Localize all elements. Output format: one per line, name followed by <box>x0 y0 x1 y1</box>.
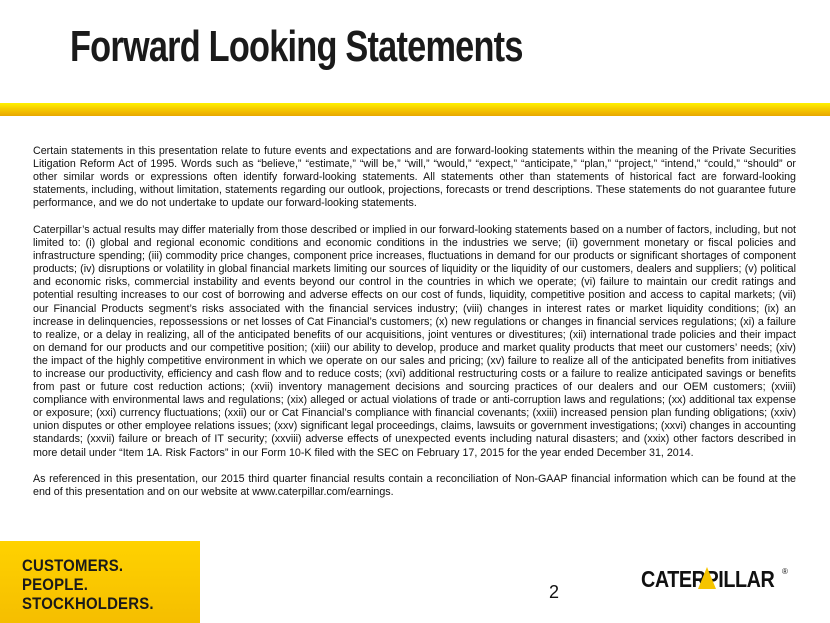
logo-triangle-icon <box>698 567 716 589</box>
tagline-stockholders: STOCKHOLDERS. <box>22 594 154 613</box>
paragraph-3: As referenced in this presentation, our 2015 third quarter financial results contain a reconciliation of Non-GAAP financial information which can be found at the end of this presentation and on our website at www.caterpillar.com/earnings. <box>33 473 796 499</box>
paragraph-1: Certain statements in this presentation relate to future events and expectations and are forward-looking statements within the meaning of the Private Securities Litigation Reform Act of 1995. Words such as “believe,” “estimate,” “will be,” “will,” “would,” “expect,” “anticipate,” “plan,” “project,” “intend,” “could,” “should” or other similar words or expressions often identify forward-looking statements. All statements other than statements of historical fact are forward-looking statements, including, without limitation, statements regarding our outlook, projections, forecasts or trend descriptions. These statements do not guarantee future performance, and we do not undertake to update our forward-looking statements. <box>33 145 796 210</box>
tagline-customers: CUSTOMERS. <box>22 556 124 575</box>
page-number: 2 <box>549 582 560 602</box>
title-underline-bar <box>0 103 830 116</box>
paragraph-2: Caterpillar’s actual results may differ materially from those described or implied in our forward-looking statements based on a number of factors, including, but not limited to: (i) global and regional economic conditions and economic conditions in the industries we serve; (ii) government monetary or fiscal policies and infrastructure spending; (iii) commodity price changes, component price increases, fluctuations in demand for our products or significant shortages of component products; (iv) disruptions or volatility in global financial markets limiting our sources of liquidity or the liquidity of our customers, dealers and suppliers; (v) political and economic risks, commercial instability and events beyond our control in the countries in which we operate; (vi) failure to maintain our credit ratings and potential resulting increases to our cost of borrowing and adverse effects on our cost of funds, liquidity, competitive position and access to capital markets; (vii) our Financial Products segment’s risks associated with the financial services industry; (viii) changes in interest rates or market liquidity conditions; (ix) an increase in delinquencies, repossessions or net losses of Cat Financial’s customers; (x) new regulations or changes in financial services regulations; (xi) a failure to realize, or a delay in realizing, all of the anticipated benefits of our acquisitions, joint ventures or divestitures; (xii) international trade policies and their impact on demand for our products and our competitive position; (xiii) our ability to develop, produce and market quality products that meet our customers’ needs; (xiv) the impact of the highly competitive environment in which we operate on our sales and pricing; (xv) failure to realize all of the anticipated benefits from initiatives to increase our productivity, efficiency and cash flow and to reduce costs; (xvi) additional restructuring costs or a failure to realize anticipated savings or benefits from past or future cost reduction actions; (xvii) inventory management decisions and sourcing practices of our dealers and our OEM customers; (xviii) compliance with environmental laws and regulations; (xix) alleged or actual violations of trade or anti-corruption laws and regulations; (xx) additional tax expense or exposure; (xxi) currency fluctuations; (xxii) our or Cat Financial’s compliance with financial covenants; (xxiii) increased pension plan funding obligations; (xxiv) union disputes or other employee relations issues; (xxv) significant legal proceedings, claims, lawsuits or government investigations; (xxvi) changes in accounting standards; (xxvii) failure or breach of IT security; (xxviii) adverse effects of unexpected events including natural disasters; and (xxix) other factors described in more detail under “Item 1A. Risk Factors” in our Form 10-K filed with the SEC on February 17, 2015 for the year ended December 31, 2014. <box>33 223 796 459</box>
logo-registered-mark: ® <box>782 567 788 576</box>
logo-wordmark: CATERPILLAR <box>641 566 775 592</box>
tagline-people: PEOPLE. <box>22 575 89 594</box>
caterpillar-logo <box>641 566 791 596</box>
slide-title: Forward Looking Statements <box>70 22 523 71</box>
tagline-box <box>0 541 200 623</box>
statement-body <box>33 145 796 513</box>
